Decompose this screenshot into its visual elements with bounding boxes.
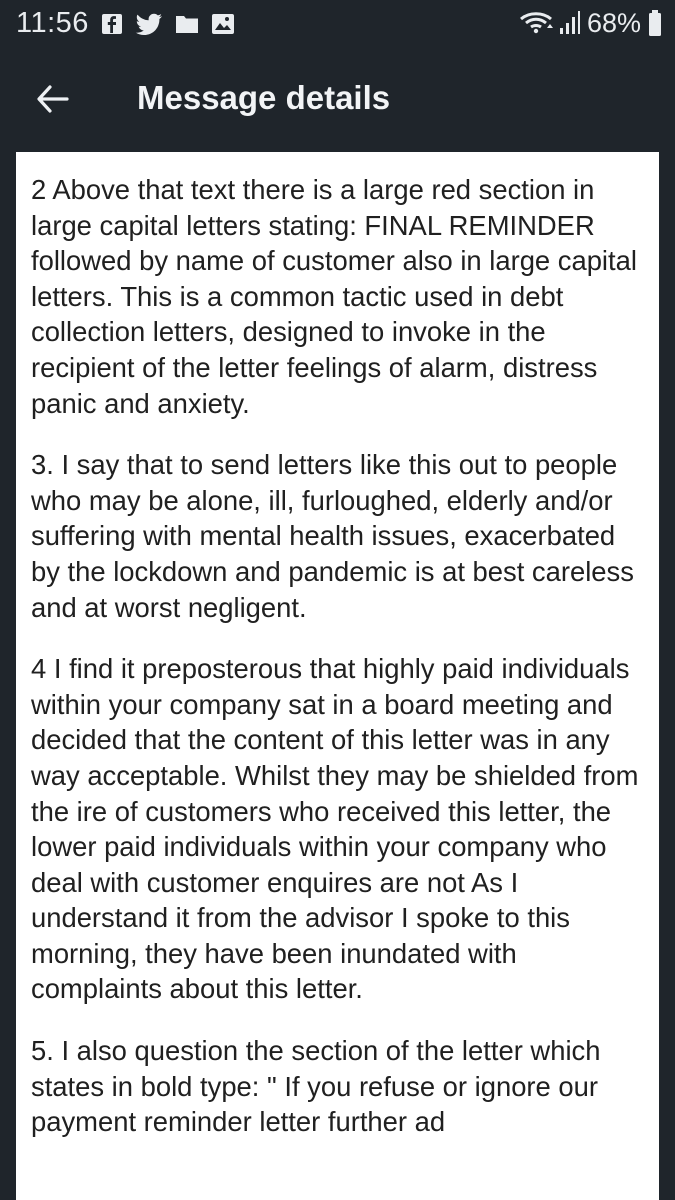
message-body [31, 172, 651, 1166]
status-right [519, 6, 663, 40]
notification-icons [101, 10, 235, 38]
battery-icon [647, 9, 663, 37]
wifi-icon [519, 11, 553, 35]
page-title: Message details [137, 79, 391, 116]
message-paragraph-2: 2 Above that text there is a large red section in large capital letters stating: FINAL REMINDER followed by name of customer also in large capital letters. This is a common tactic used in debt collection letters, designed to invoke in the recipient of the letter feelings of alarm, distress panic and anxiety. [31, 174, 637, 419]
app-bar [0, 48, 675, 150]
message-paragraph-4: 4 I find it preposterous that highly paid individuals within your company sat in a board meeting and decided that the content of this letter was in any way acceptable. Whilst they may be shielded from the ire of customers who received this letter, the lower paid individuals within your company who deal with customer enquires are not As I understand it from the advisor I spoke to this morning, they have been inundated with complaints about this letter. [31, 653, 639, 1005]
twitter-icon [135, 13, 163, 35]
battery-percent: 68% [586, 8, 641, 38]
facebook-icon [101, 13, 123, 35]
folder-icon [175, 13, 199, 35]
arrow-left-icon [36, 84, 70, 114]
message-content-panel[interactable] [16, 152, 659, 1200]
back-button[interactable] [26, 76, 80, 122]
message-paragraph-5: 5. I also question the section of the letter which states in bold type: " If you refuse or ignore our payment reminder letter further ad [31, 1035, 601, 1138]
message-paragraph-3: 3. I say that to send letters like this out to people who may be alone, ill, furloughed, elderly and/or suffering with mental health issues, exacerbated by the lockdown and pandemic is at best careless and at worst negligent. [31, 449, 634, 623]
status-bar [0, 0, 675, 48]
image-icon [211, 13, 235, 35]
signal-icon [559, 11, 581, 35]
status-time: 11:56 [16, 7, 89, 39]
